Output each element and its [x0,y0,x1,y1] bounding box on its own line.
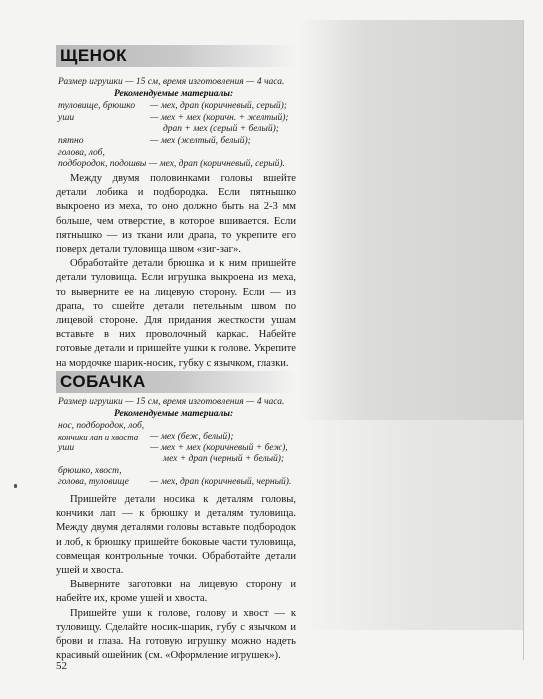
material-value: мех + драп (черный + белый); [163,454,285,464]
materials-heading-dog: Рекомендуемые материалы: [114,409,234,419]
material-value: — мех + мех (коричневый + беж), [150,443,288,453]
material-value: — мех, драп (коричневый, серый); [150,101,287,111]
section-title-dog: СОБАЧКА [60,372,146,391]
section-body-dog [56,493,296,663]
scan-shadow [298,20,523,420]
paragraph: Обработайте детали брюшка и к ним пришейте детали туловища. Если игрушка выкроена из меха, то выверните ее на лицевую сторону. Если — из драпа, то сшейте детали петельным швом по лицевой стороне. Для придания жесткости ушам вставьте в них проволочный каркас. Набейте готовые детали и пришейте ушки к голове. Укрепите на мордочке шарик-носик, губку с язычком, глазки. [56,258,296,369]
material-part: пятно [58,136,84,146]
material-part: брюшко, хвост, [58,466,122,476]
materials-heading-puppy: Рекомендуемые материалы: [114,89,234,99]
paragraph: Выверните заготовки на лицевую сторону и набейте их, кроме ушей и хвоста. [56,579,296,605]
material-value: — мех (желтый, белый); [150,136,251,146]
paragraph: Между двумя половинками головы вшейте детали лобика и подбородка. Если пятнышко выкроено из меха, то оно должно быть на 2-3 мм больше, чем отверстие, в которое вшивается. Если пятнышко — из ткани или драпа, то укрепите его поверх детали туловища швом «зиг-заг». [56,173,296,256]
material-part: голова, туловище [58,477,129,487]
section-body-puppy [56,172,296,371]
toy-spec-puppy: Размер игрушки — 15 см, время изготовления — 4 часа. [58,77,285,87]
section-title-bar-puppy [56,45,296,67]
section-title-bar-dog [56,371,296,393]
material-part: уши [58,443,75,453]
page-number: 52 [56,660,67,672]
scan-speck [14,484,17,488]
section-title-puppy: ЩЕНОК [60,46,128,65]
paragraph: Пришейте детали носика к деталям головы, кончики лап — к брюшку и деталям туловища. Между двумя деталями головы вставьте подбородок и лоб, к брюшку пришейте боковые части туловища, совмещая контрольные точки. Обработайте детали ушей и хвоста. [56,494,296,577]
material-part: туловище, брюшко [58,101,136,111]
paragraph: Пришейте уши к голове, голову и хвост — к туловищу. Сделайте носик-шарик, губу с язычком и брови и глаза. На готовую игрушку можно надеть красивый ошейник (см. «Оформление игрушек»). [56,607,296,662]
material-value: — мех (беж, белый); [150,432,234,442]
material-value: — мех, драп (коричневый, черный). [150,477,292,487]
material-part: уши [58,113,75,123]
material-value: — мех + мех (коричн. + желтый); [150,113,289,123]
material-part: подбородок, подошвы — мех, драп (коричневый, серый). [58,159,285,169]
material-value: драп + мех (серый + белый); [163,124,279,134]
scan-shadow-lower [300,420,523,630]
page-edge [523,20,524,660]
material-part: кончики лап и хвоста [58,432,139,442]
material-part: нос, подбородок, лоб, [58,421,145,431]
toy-spec-dog: Размер игрушки — 15 см, время изготовления — 4 часа. [58,397,285,407]
material-part: голова, лоб, [58,148,105,158]
